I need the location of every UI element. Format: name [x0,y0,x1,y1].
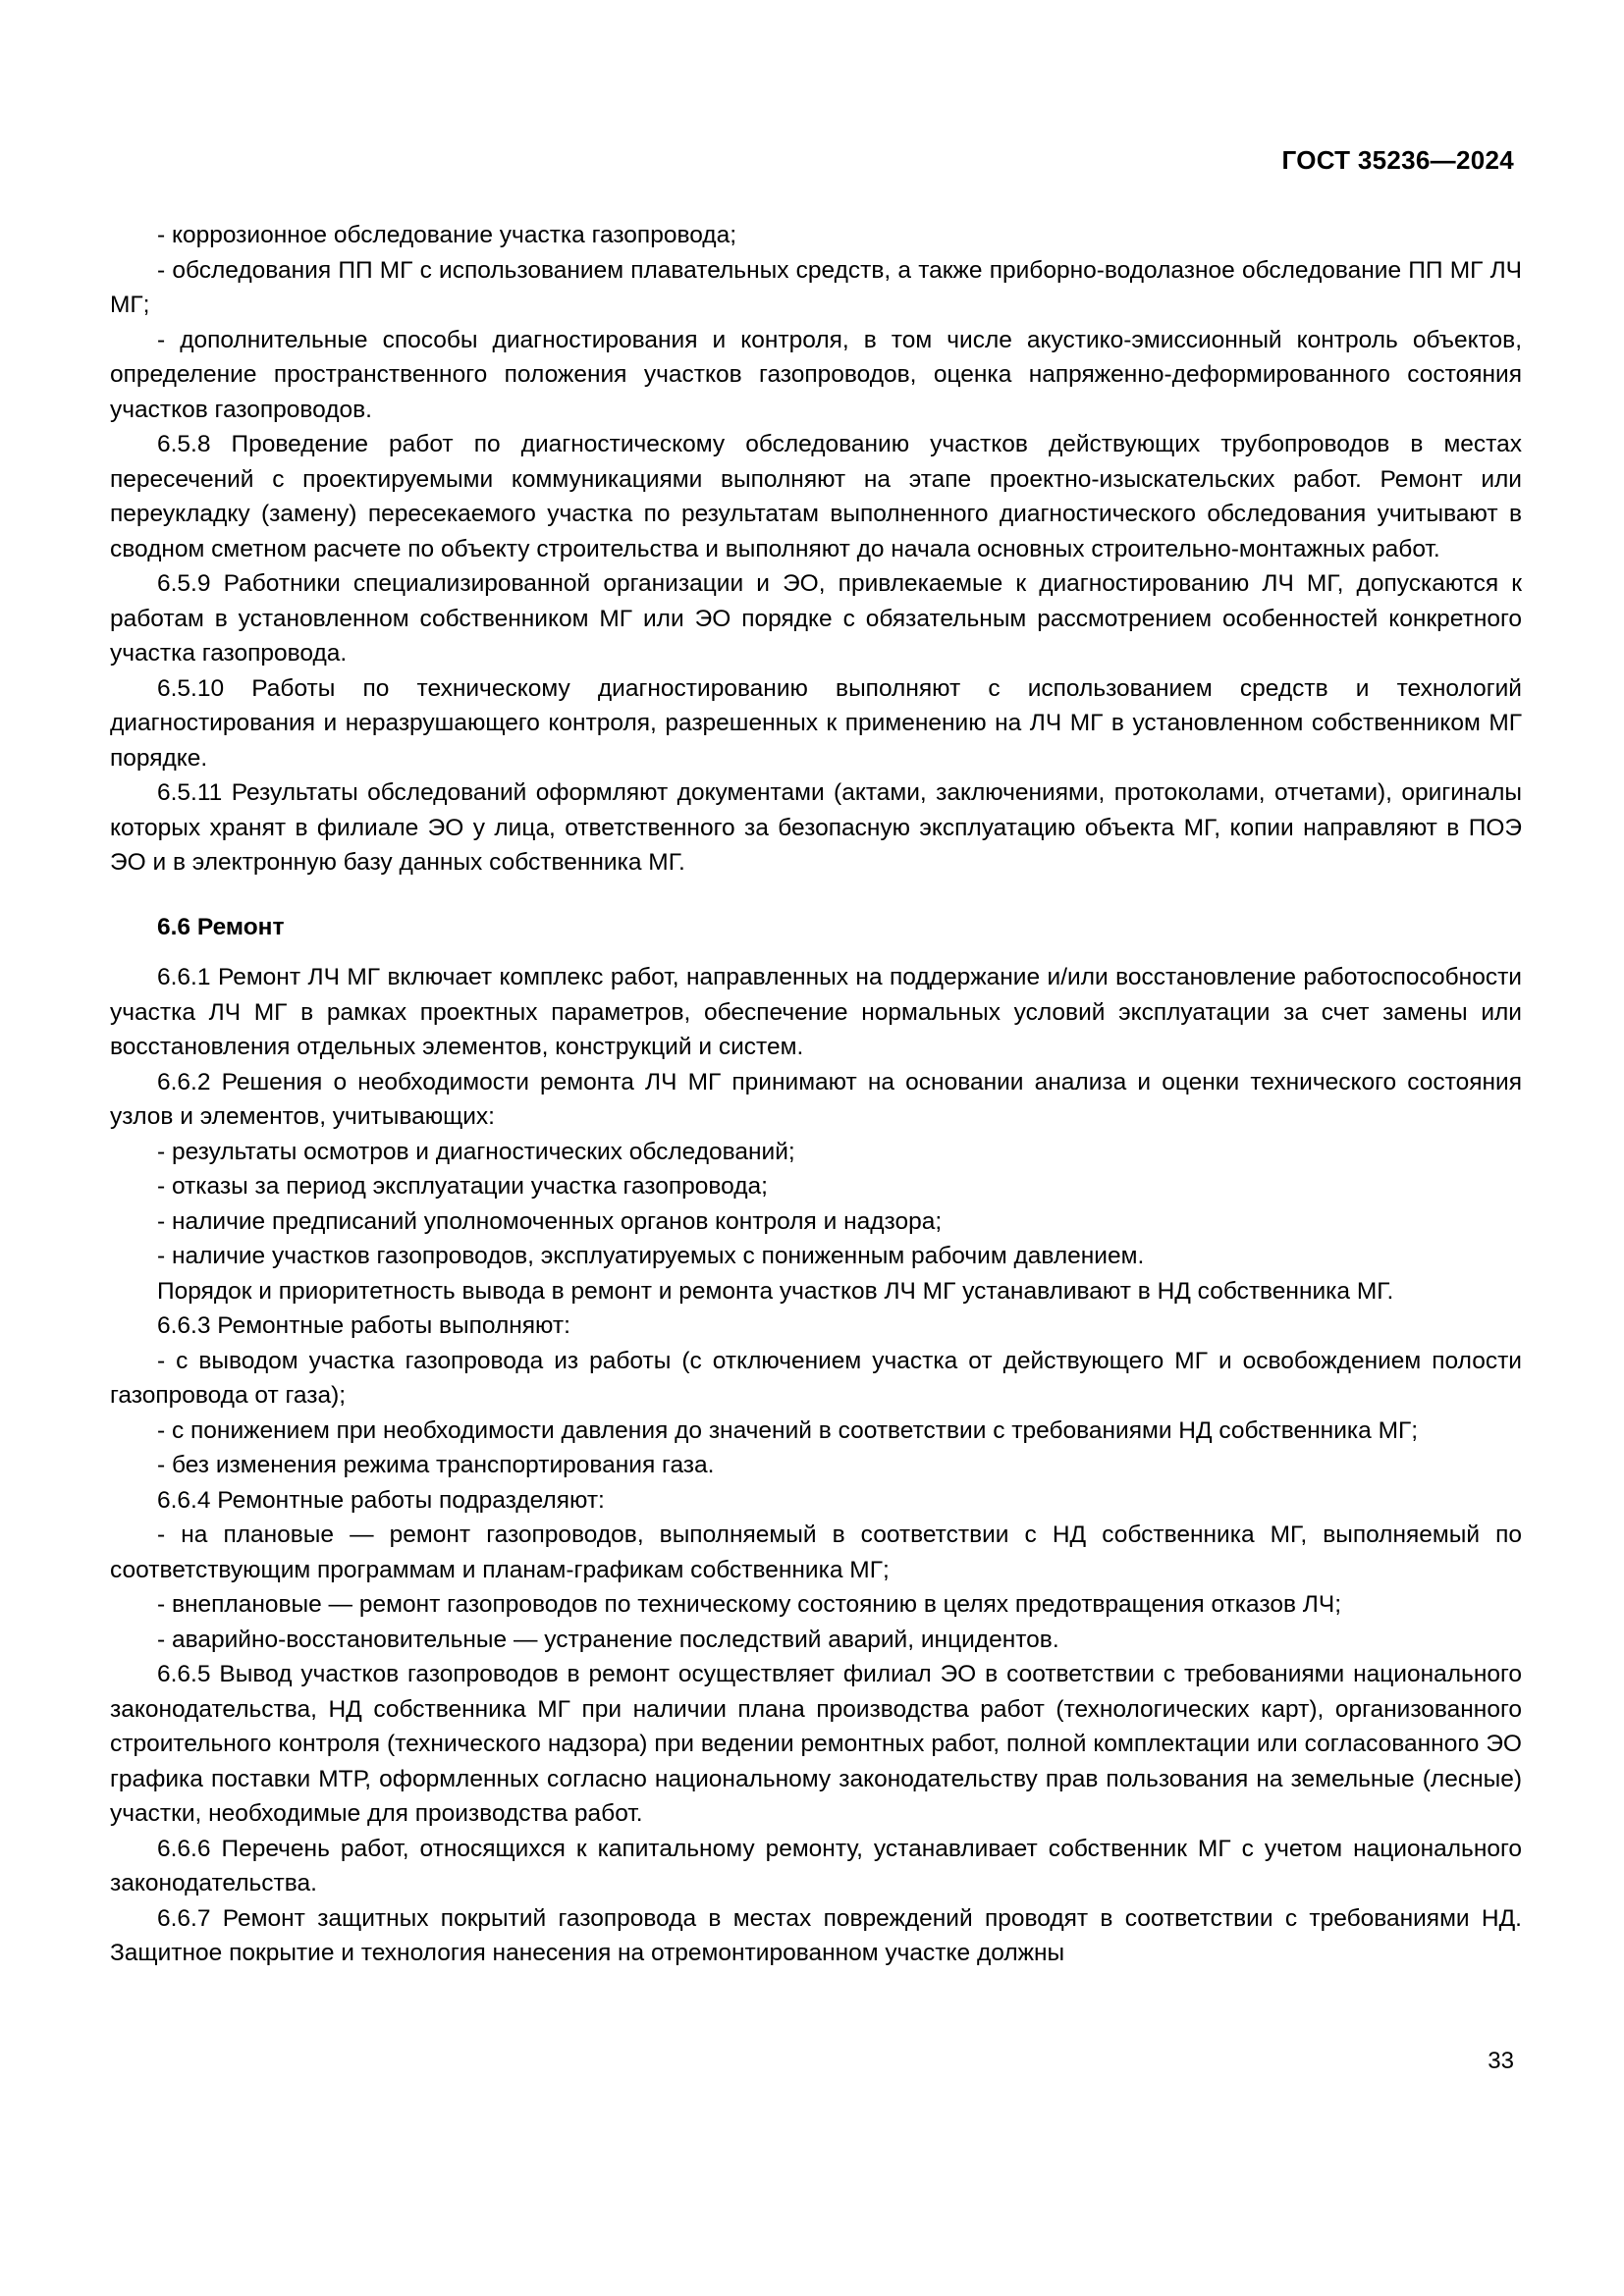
paragraph: - с выводом участка газопровода из работы (с отключением участка от действующего МГ и освобождением полости газопровода от газа); [110,1347,1522,1409]
paragraph: - внеплановые — ремонт газопроводов по техническому состоянию в целях предотвращения отказов ЛЧ; [157,1591,1342,1618]
paragraph: 6.6.3 Ремонтные работы выполняют: [157,1312,570,1339]
paragraph: - результаты осмотров и диагностических обследований; [157,1138,795,1165]
paragraph: 6.5.9 Работники специализированной организации и ЭО, привлекаемые к диагностированию ЛЧ МГ, допускаются к работам в установленном собственником МГ или ЭО порядке с обязательным рассмотрением особенностей конкретного участка газопровода. [110,570,1522,667]
paragraph: - аварийно-восстановительные — устранение последствий аварий, инцидентов. [157,1626,1059,1653]
paragraph: - без изменения режима транспортирования газа. [157,1452,715,1478]
paragraph: - обследования ПП МГ с использованием плавательных средств, а также приборно-водолазное обследование ПП МГ ЛЧ МГ; [110,256,1522,318]
paragraph: 6.5.10 Работы по техническому диагностированию выполняют с использованием средств и технологий диагностирования и неразрушающего контроля, разрешенных к применению на ЛЧ МГ в установленном собственником МГ порядке. [110,674,1522,772]
section-heading: 6.6 Ремонт [157,913,285,940]
paragraph: 6.6.1 Ремонт ЛЧ МГ включает комплекс работ, направленных на поддержание и/или восстановление работоспособности участка ЛЧ МГ в рамках проектных параметров, обеспечение нормальных условий эксплуатации за счет замены или восстановления отдельных элементов, конструкций и систем. [110,964,1522,1060]
paragraph: - с понижением при необходимости давления до значений в соответствии с требованиями НД собственника МГ; [157,1416,1419,1444]
paragraph: 6.6.4 Ремонтные работы подразделяют: [157,1486,605,1514]
paragraph: 6.6.5 Вывод участков газопроводов в ремонт осуществляет филиал ЭО в соответствии с требованиями национального законодательства, НД собственника МГ при наличии плана производства работ (технологических карт), организованного строительного контроля (технического надзора) при ведении ремонтных работ, полной комплектации или согласованного ЭО графика поставки МТР, оформленных согласно национальному законодательству прав пользования на земельные (лесные) участки, необходимые для производства работ. [110,1661,1522,1827]
paragraph: 6.6.6 Перечень работ, относящихся к капитальному ремонту, устанавливает собственник МГ с учетом национального законодательства. [110,1835,1522,1896]
paragraph: 6.5.11 Результаты обследований оформляют документами (актами, заключениями, протоколами, отчетами), оригиналы которых хранят в филиале ЭО у лица, ответственного за безопасную эксплуатацию объекта МГ, копии направляют в ПОЭ ЭО и в электронную базу данных собственника МГ. [110,779,1522,876]
paragraph: 6.6.7 Ремонт защитных покрытий газопровода в местах повреждений проводят в соответствии с требованиями НД. Защитное покрытие и технология нанесения на отремонтированном участке должны [110,1904,1522,1966]
paragraph: - коррозионное обследование участка газопровода; [157,222,737,248]
paragraph: - наличие участков газопроводов, эксплуатируемых с пониженным рабочим давлением. [157,1243,1145,1269]
paragraph: Порядок и приоритетность вывода в ремонт и ремонта участков ЛЧ МГ устанавливают в НД собственника МГ. [157,1277,1394,1305]
paragraph: - дополнительные способы диагностирования и контроля, в том числе акустико-эмиссионный контроль объектов, определение пространственного положения участков газопроводов, оценка напряженно-деформированного состояния участков газопроводов. [110,326,1522,423]
paragraph: 6.6.2 Решения о необходимости ремонта ЛЧ МГ принимают на основании анализа и оценки технического состояния узлов и элементов, учитывающих: [110,1068,1522,1130]
paragraph: - наличие предписаний уполномоченных органов контроля и надзора; [157,1207,943,1235]
page-number: 33 [1488,2048,1514,2074]
paragraph: - на плановые — ремонт газопроводов, выполняемый в соответствии с НД собственника МГ, выполняемый по соответствующим программам и планам-графикам собственника МГ; [110,1522,1522,1583]
paragraph: - отказы за период эксплуатации участка газопровода; [157,1173,768,1200]
page-body [110,218,1522,1971]
page-header: ГОСТ 35236—2024 [1281,145,1514,175]
paragraph: 6.5.8 Проведение работ по диагностическому обследованию участков действующих трубопроводов в местах пересечений с проектируемыми коммуникациями выполняют на этапе проектно-изыскательских работ. Ремонт или переукладку (замену) пересекаемого участка по результатам выполненного диагностического обследования учитывают в сводном сметном расчете по объекту строительства и выполняют до начала основных строительно-монтажных работ. [110,431,1522,562]
